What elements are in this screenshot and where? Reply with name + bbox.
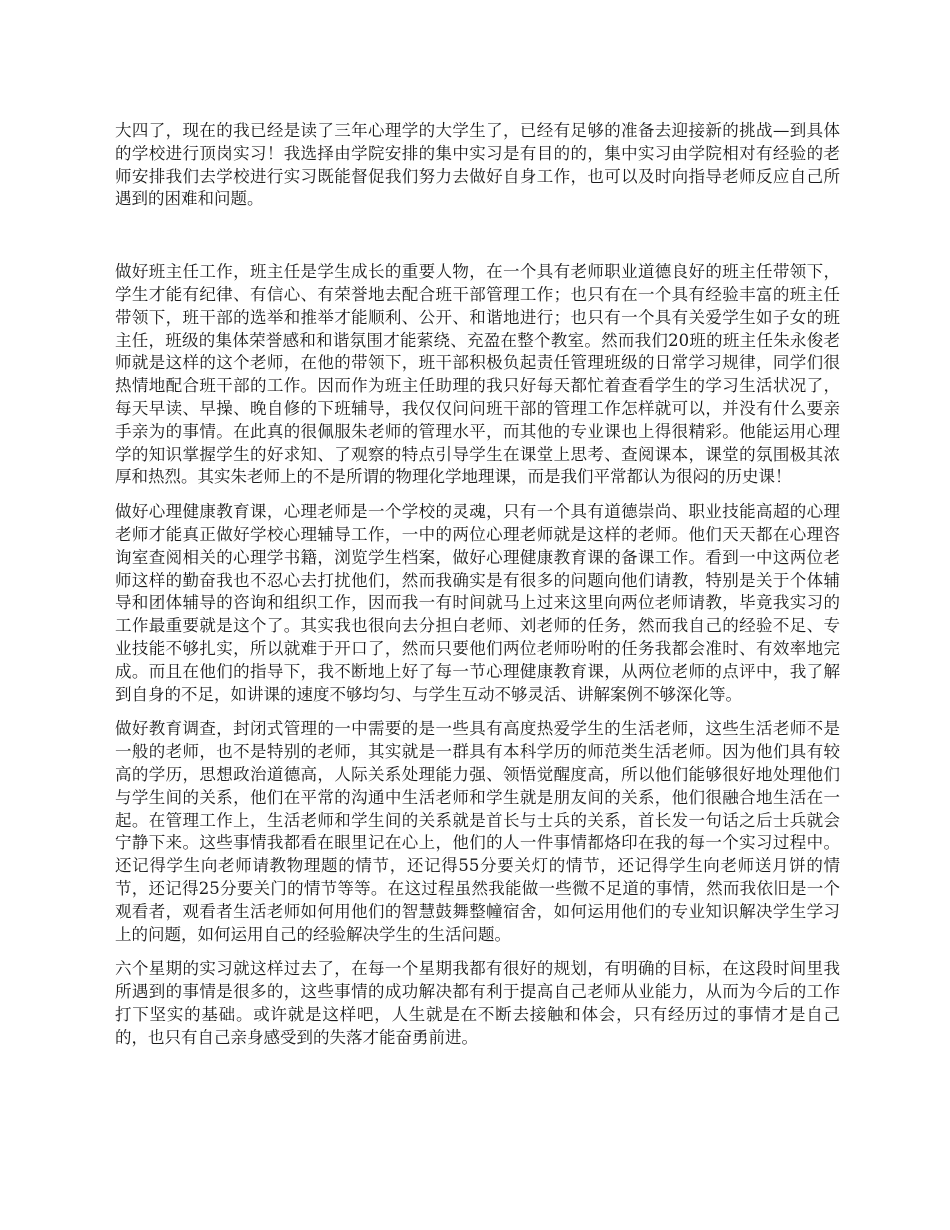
paragraph-gap bbox=[115, 223, 840, 261]
paragraph-head-teacher: 做好班主任工作，班主任是学生成长的重要人物，在一个具有老师职业道德良好的班主任带领下，学生才能有纪律、有信心、有荣誉地去配合班干部管理工作；也只有在一个具有经验丰富的班主任带领下，班干部的选举和推举才能顺利、公开、和谐地进行；也只有一个具有关爱学生如子女的班主任，班级的集体荣誉感和和谐氛围才能萦绕、充盈在整个教室。然而我们20班的班主任朱永俊老师就是这样的这个老师，在他的带领下，班干部积极负起责任管理班级的日常学习规律，同学们很热情地配合班干部的工作。因而作为班主任助理的我只好每天都忙着查看学生的学习生活状况了，每天早读、早操、晚自修的下班辅导，我仅仅问问班干部的管理工作怎样就可以，并没有什么要亲手亲为的事情。在此真的很佩服朱老师的管理水平，而其他的专业课也上得很精彩。他能运用心理学的知识掌握学生的好求知、了观察的特点引导学生在课堂上思考、查阅课本，课堂的氛围极其浓厚和热烈。其实朱老师上的不是所谓的物理化学地理课，而是我们平常都认为很闷的历史课！ bbox=[115, 262, 840, 487]
document-page bbox=[115, 120, 840, 1061]
paragraph-education-survey: 做好教育调查，封闭式管理的一中需要的是一些具有高度热爱学生的生活老师，这些生活老师不是一般的老师，也不是特别的老师，其实就是一群具有本科学历的师范类生活老师。因为他们具有较高的学历，思想政治道德高，人际关系处理能力强、领悟觉醒度高，所以他们能够很好地处理他们与学生间的关系，他们在平常的沟通中生活老师和学生就是朋友间的关系，他们很融合地生活在一起。在管理工作上，生活老师和学生间的关系就是首长与士兵的关系，首长发一句话之后士兵就会宁静下来。这些事情我都看在眼里记在心上，他们的人一件事情都烙印在我的每一个实习过程中。还记得学生向老师请教物理题的情节，还记得55分要关灯的情节，还记得学生向老师送月饼的情节，还记得25分要关门的情节等等。在这过程虽然我能做一些微不足道的事情，然而我依旧是一个观看者，观看者生活老师如何用他们的智慧鼓舞整幢宿舍，如何运用他们的专业知识解决学生学习上的问题，如何运用自己的经验解决学生的生活问题。 bbox=[115, 719, 840, 944]
paragraph-psychology-class: 做好心理健康教育课，心理老师是一个学校的灵魂，只有一个具有道德崇尚、职业技能高超的心理老师才能真正做好学校心理辅导工作，一中的两位心理老师就是这样的老师。他们天天都在心理咨询室查阅相关的心理学书籍，浏览学生档案，做好心理健康教育课的备课工作。看到一中这两位老师这样的勤奋我也不忍心去打扰他们，然而我确实是有很多的问题向他们请教，特别是关于个体辅导和团体辅导的咨询和组织工作，因而我一有时间就马上过来这里向两位老师请教，毕竟我实习的工作最重要就是这个了。其实我也很向去分担白老师、刘老师的任务，然而我自己的经验不足、专业技能不够扎实，所以就难于开口了，然而只要他们两位老师吩咐的任务我都会准时、有效率地完成。而且在他们的指导下，我不断地上好了每一节心理健康教育课，从两位老师的点评中，我了解到自身的不足，如讲课的速度不够均匀、与学生互动不够灵活、讲解案例不够深化等。 bbox=[115, 502, 840, 704]
paragraph-intro: 大四了，现在的我已经是读了三年心理学的大学生了，已经有足够的准备去迎接新的挑战—到具体的学校进行顶岗实习！我选择由学院安排的集中实习是有目的的，集中实习由学院相对有经验的老师安排我们去学校进行实习既能督促我们努力去做好自身工作，也可以及时向指导老师反应自己所遇到的困难和问题。 bbox=[115, 121, 840, 209]
paragraph-conclusion: 六个星期的实习就这样过去了，在每一个星期我都有很好的规划，有明确的目标，在这段时间里我所遇到的事情是很多的，这些事情的成功解决都有利于提高自己老师从业能力，从而为今后的工作打下坚实的基础。或许就是这样吧，人生就是在不断去接触和体会，只有经历过的事情才是自己的，也只有自己亲身感受到的失落才能奋勇前进。 bbox=[115, 959, 840, 1047]
